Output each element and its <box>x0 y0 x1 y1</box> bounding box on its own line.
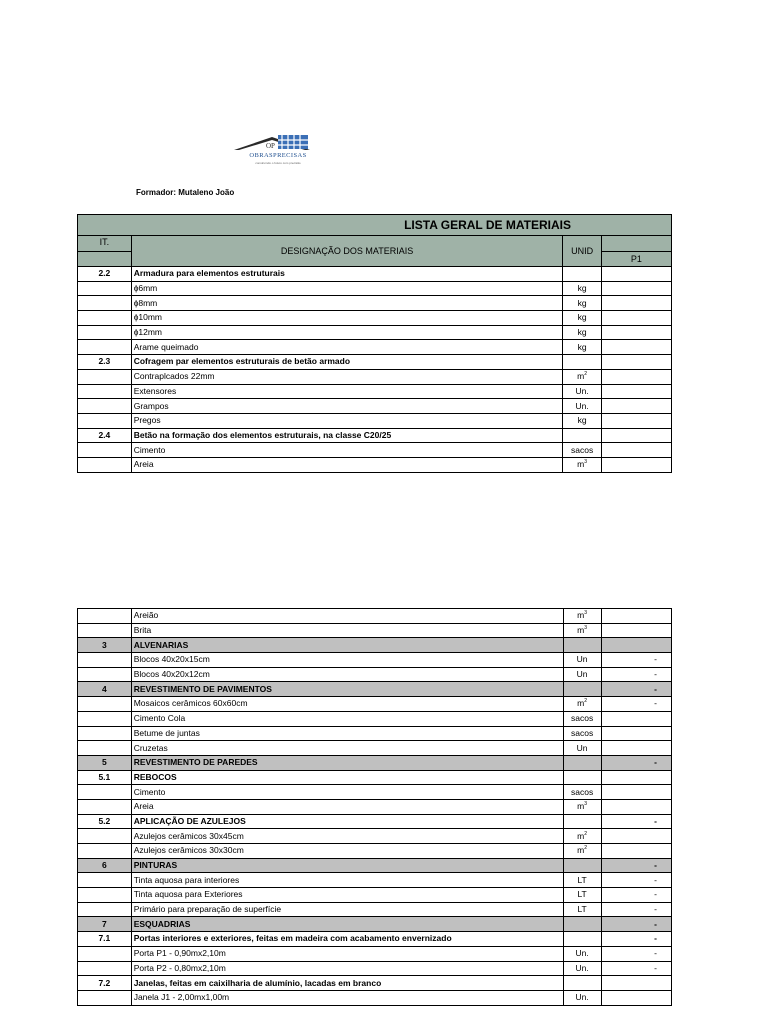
row-item-number <box>78 281 132 296</box>
table-row <box>78 413 672 428</box>
row-item-number <box>78 697 132 712</box>
table-row <box>78 961 672 976</box>
row-p1-value <box>601 355 671 370</box>
table-row <box>78 844 672 859</box>
row-p1-value <box>601 267 671 282</box>
row-item-number: 2.4 <box>78 428 132 443</box>
header-unid: UNID <box>563 236 601 267</box>
row-unit: Un. <box>563 946 601 961</box>
row-item-number: 5 <box>78 755 132 770</box>
table-row <box>78 609 672 624</box>
row-unit: sacos <box>563 785 601 800</box>
row-item-number: 3 <box>78 638 132 653</box>
table-row <box>78 428 672 443</box>
row-p1-value <box>601 399 671 414</box>
row-designation: Areião <box>131 609 563 624</box>
row-designation: Janela J1 - 2,00mx1,00m <box>131 990 563 1005</box>
table-row <box>78 741 672 756</box>
row-designation: Areia <box>131 799 563 814</box>
row-designation: Porta P2 - 0,80mx2,10m <box>131 961 563 976</box>
row-item-number <box>78 873 132 888</box>
row-unit: $m^2$ <box>563 369 601 384</box>
row-unit <box>563 932 601 947</box>
table-row <box>78 281 672 296</box>
row-item-number <box>78 457 132 472</box>
row-designation: Primário para preparação de superfície <box>131 902 563 917</box>
row-unit: kg <box>563 340 601 355</box>
header-p1: P1 <box>601 252 671 267</box>
row-unit: LT <box>563 873 601 888</box>
row-unit: $m^3$ <box>563 623 601 638</box>
table-row <box>78 755 672 770</box>
row-item-number <box>78 667 132 682</box>
formador-label: Formador: Mutaleno João <box>136 188 235 197</box>
row-item-number: 5.2 <box>78 814 132 829</box>
table-row <box>78 325 672 340</box>
row-unit: $m^3$ <box>563 799 601 814</box>
row-item-number <box>78 369 132 384</box>
logo-tagline: construindo o futuro com precisão <box>255 161 301 165</box>
row-designation: PINTURAS <box>131 858 563 873</box>
row-p1-value: - <box>601 755 671 770</box>
table-row <box>78 697 672 712</box>
row-designation: Brita <box>131 623 563 638</box>
row-item-number <box>78 296 132 311</box>
row-p1-value <box>601 311 671 326</box>
row-designation: Tinta aquosa para interiores <box>131 873 563 888</box>
row-designation: Cimento Cola <box>131 711 563 726</box>
row-item-number <box>78 384 132 399</box>
row-p1-value <box>601 428 671 443</box>
row-designation: Areia <box>131 457 563 472</box>
row-p1-value: - <box>601 697 671 712</box>
table-row <box>78 785 672 800</box>
row-p1-value <box>601 325 671 340</box>
row-p1-value: - <box>601 873 671 888</box>
row-designation: APLICAÇÃO DE AZULEJOS <box>131 814 563 829</box>
table-row <box>78 902 672 917</box>
table-row <box>78 976 672 991</box>
row-designation: Extensores <box>131 384 563 399</box>
table-row <box>78 917 672 932</box>
row-designation: ɸ8mm <box>131 296 563 311</box>
row-item-number <box>78 609 132 624</box>
table-row <box>78 369 672 384</box>
row-p1-value <box>601 623 671 638</box>
row-item-number: 4 <box>78 682 132 697</box>
row-item-number <box>78 990 132 1005</box>
row-p1-value <box>601 443 671 458</box>
table-row <box>78 858 672 873</box>
row-designation: Contraplcados 22mm <box>131 369 563 384</box>
row-unit: sacos <box>563 726 601 741</box>
row-designation: Armadura para elementos estruturais <box>131 267 563 282</box>
row-designation: Janelas, feitas em caixilharia de alumínio, lacadas em branco <box>131 976 563 991</box>
row-item-number <box>78 946 132 961</box>
table-row <box>78 667 672 682</box>
row-unit <box>563 267 601 282</box>
row-item-number <box>78 399 132 414</box>
table-row <box>78 814 672 829</box>
row-p1-value <box>601 413 671 428</box>
row-designation: Cruzetas <box>131 741 563 756</box>
table-title: LISTA GERAL DE MATERIAIS <box>78 215 672 236</box>
header-it: IT. <box>78 236 132 252</box>
row-item-number <box>78 844 132 859</box>
row-item-number <box>78 413 132 428</box>
row-designation: REVESTIMENTO DE PAVIMENTOS <box>131 682 563 697</box>
row-item-number <box>78 961 132 976</box>
row-designation: ɸ6mm <box>131 281 563 296</box>
row-item-number <box>78 888 132 903</box>
row-unit <box>563 976 601 991</box>
row-item-number <box>78 785 132 800</box>
row-designation: ALVENARIAS <box>131 638 563 653</box>
materials-table-1 <box>77 214 672 473</box>
row-p1-value <box>601 990 671 1005</box>
row-p1-value: - <box>601 946 671 961</box>
row-unit: Un. <box>563 990 601 1005</box>
row-item-number <box>78 623 132 638</box>
row-p1-value <box>601 281 671 296</box>
row-unit <box>563 858 601 873</box>
header-it-lower <box>78 252 132 267</box>
header-designacao: DESIGNAÇÃO DOS MATERIAIS <box>131 236 563 267</box>
row-unit: kg <box>563 413 601 428</box>
row-unit <box>563 917 601 932</box>
logo-name: OBRASPRECISAS <box>249 152 307 159</box>
row-item-number <box>78 829 132 844</box>
row-item-number: 2.2 <box>78 267 132 282</box>
row-unit: $m^2$ <box>563 829 601 844</box>
table-row <box>78 829 672 844</box>
table-row <box>78 990 672 1005</box>
row-designation: Betume de juntas <box>131 726 563 741</box>
table-row <box>78 340 672 355</box>
table-row <box>78 399 672 414</box>
row-unit: $m^3$ <box>563 609 601 624</box>
row-p1-value: - <box>601 653 671 668</box>
row-designation: Blocos 40x20x12cm <box>131 667 563 682</box>
row-item-number: 7.1 <box>78 932 132 947</box>
row-item-number: 2.3 <box>78 355 132 370</box>
table-row <box>78 888 672 903</box>
row-unit <box>563 355 601 370</box>
table-row <box>78 443 672 458</box>
row-unit: Un. <box>563 399 601 414</box>
row-designation: Tinta aquosa para Exteriores <box>131 888 563 903</box>
table-row <box>78 355 672 370</box>
row-unit <box>563 428 601 443</box>
row-p1-value <box>601 296 671 311</box>
table-row <box>78 799 672 814</box>
table-row <box>78 653 672 668</box>
row-designation: Cimento <box>131 785 563 800</box>
row-unit: $m^2$ <box>563 844 601 859</box>
table-row <box>78 770 672 785</box>
table-row <box>78 873 672 888</box>
row-p1-value <box>601 711 671 726</box>
table-row <box>78 682 672 697</box>
row-designation: ESQUADRIAS <box>131 917 563 932</box>
row-unit <box>563 682 601 697</box>
table-row <box>78 932 672 947</box>
table-row <box>78 726 672 741</box>
table-row <box>78 946 672 961</box>
row-unit: sacos <box>563 443 601 458</box>
row-p1-value <box>601 340 671 355</box>
row-unit: Un. <box>563 961 601 976</box>
row-item-number: 7 <box>78 917 132 932</box>
row-unit: Un. <box>563 384 601 399</box>
table-row <box>78 296 672 311</box>
row-p1-value <box>601 726 671 741</box>
row-p1-value <box>601 384 671 399</box>
row-p1-value: - <box>601 814 671 829</box>
header-blank <box>601 236 671 252</box>
row-p1-value: - <box>601 932 671 947</box>
row-unit: LT <box>563 888 601 903</box>
row-p1-value: - <box>601 667 671 682</box>
row-unit: kg <box>563 296 601 311</box>
row-item-number <box>78 726 132 741</box>
row-designation: Porta P1 - 0,90mx2,10m <box>131 946 563 961</box>
row-item-number <box>78 653 132 668</box>
row-designation: Mosaicos cerâmicos 60x60cm <box>131 697 563 712</box>
company-logo <box>232 133 324 171</box>
row-item-number: 5.1 <box>78 770 132 785</box>
row-p1-value <box>601 844 671 859</box>
row-unit: sacos <box>563 711 601 726</box>
row-designation: Portas interiores e exteriores, feitas em madeira com acabamento envernizado <box>131 932 563 947</box>
table-row <box>78 711 672 726</box>
logo-letters: OP <box>266 142 275 150</box>
row-p1-value: - <box>601 858 671 873</box>
row-p1-value: - <box>601 682 671 697</box>
row-item-number <box>78 443 132 458</box>
table-row <box>78 457 672 472</box>
table-row <box>78 623 672 638</box>
row-p1-value <box>601 976 671 991</box>
row-designation: Cimento <box>131 443 563 458</box>
table-row <box>78 384 672 399</box>
row-designation: Betão na formação dos elementos estruturais, na classe C20/25 <box>131 428 563 443</box>
row-p1-value <box>601 770 671 785</box>
row-unit <box>563 770 601 785</box>
row-unit <box>563 638 601 653</box>
row-item-number: 7.2 <box>78 976 132 991</box>
row-item-number <box>78 711 132 726</box>
row-unit: kg <box>563 281 601 296</box>
row-designation: REVESTIMENTO DE PAREDES <box>131 755 563 770</box>
row-p1-value: - <box>601 917 671 932</box>
row-designation: Blocos 40x20x15cm <box>131 653 563 668</box>
row-p1-value <box>601 829 671 844</box>
row-designation: Arame queimado <box>131 340 563 355</box>
row-unit: Un <box>563 741 601 756</box>
row-designation: Grampos <box>131 399 563 414</box>
row-designation: ɸ12mm <box>131 325 563 340</box>
row-unit <box>563 755 601 770</box>
row-unit: Un <box>563 653 601 668</box>
materials-table-2 <box>77 608 672 1006</box>
row-item-number <box>78 741 132 756</box>
row-p1-value <box>601 609 671 624</box>
row-p1-value: - <box>601 961 671 976</box>
row-designation: Pregos <box>131 413 563 428</box>
row-designation: ɸ10mm <box>131 311 563 326</box>
row-designation: Azulejos cerâmicos 30x45cm <box>131 829 563 844</box>
table-row <box>78 267 672 282</box>
row-designation: REBOCOS <box>131 770 563 785</box>
row-p1-value: - <box>601 902 671 917</box>
row-p1-value <box>601 457 671 472</box>
row-p1-value <box>601 369 671 384</box>
row-item-number <box>78 311 132 326</box>
row-unit: $m^3$ <box>563 457 601 472</box>
row-designation: Azulejos cerâmicos 30x30cm <box>131 844 563 859</box>
row-item-number <box>78 325 132 340</box>
table-row <box>78 311 672 326</box>
row-p1-value <box>601 638 671 653</box>
row-item-number <box>78 902 132 917</box>
row-item-number <box>78 340 132 355</box>
row-p1-value <box>601 741 671 756</box>
row-unit: LT <box>563 902 601 917</box>
row-item-number <box>78 799 132 814</box>
row-designation: Cofragem par elementos estruturais de betão armado <box>131 355 563 370</box>
row-unit: $m^2$ <box>563 697 601 712</box>
row-p1-value: - <box>601 888 671 903</box>
row-p1-value <box>601 785 671 800</box>
table-row <box>78 638 672 653</box>
row-unit: kg <box>563 325 601 340</box>
row-unit: Un <box>563 667 601 682</box>
row-unit: kg <box>563 311 601 326</box>
row-p1-value <box>601 799 671 814</box>
row-item-number: 6 <box>78 858 132 873</box>
row-unit <box>563 814 601 829</box>
